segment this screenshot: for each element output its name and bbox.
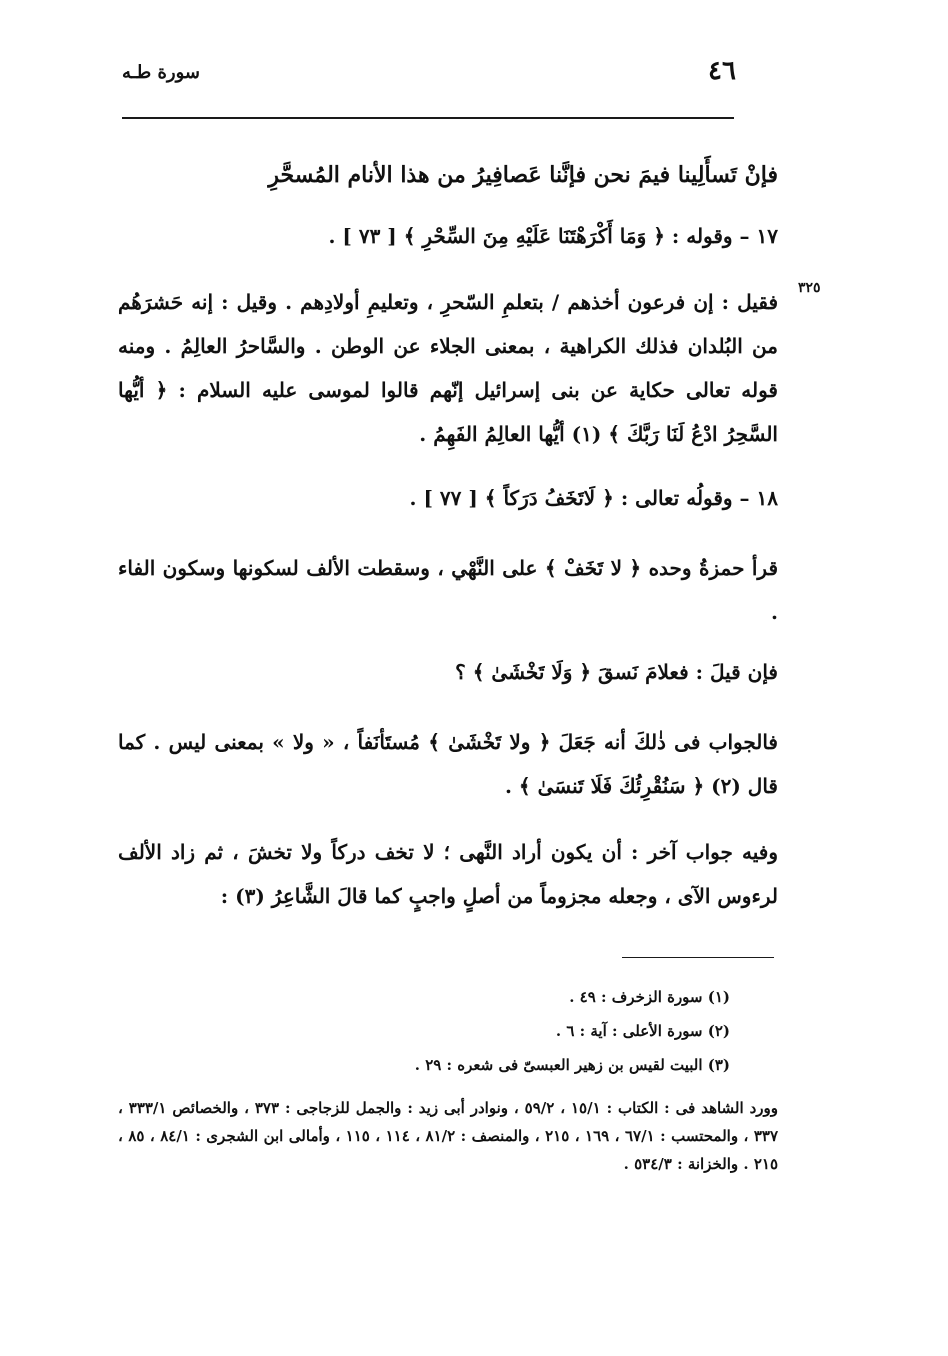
footnote-1: (١) سورة الزخرف : ٤٩ . [569, 988, 730, 1006]
header-rule [122, 117, 734, 119]
page-number: ٤٦ [708, 56, 736, 86]
paragraph-2: قرأ حمزةُ وحده ﴿ لا تَخَفْ ﴾ على النَّهْي ، وسقطت الألف لسكونها وسكون الفاء . [118, 556, 778, 624]
poem-line: فإنْ تَسأَلِينا فيمَ نحن فإنَّنا عَصافِيرُ من هذا الأنام المُسحَّرِ [268, 162, 778, 188]
footnote-rule [622, 957, 774, 958]
margin-page-reference: ٣٢٥ [798, 280, 821, 296]
running-header-surah: سورة طـه [121, 62, 200, 83]
paragraph-4: وفيه جواب آخر : أن يكون أراد النَّهى ؛ لا تخف دركاً ولا تخشَ ، ثم زاد الألف لرءوس الآى ، وجعله مجزوماً من أصلٍ واجبٍ كما قالَ الشَّاعِرُ (٣) : [118, 840, 778, 908]
footnote-3: (٣) البيت لقيس بن زهير العبسىّ فى شعره : ٢٩ . [414, 1056, 730, 1074]
verse-17-heading: ١٧ – وقوله : ﴿ وَمَا أَكْرَهْتَنَا عَلَيْهِ مِنَ السِّحْرِ ﴾ [ ٧٣ ] . [328, 224, 778, 248]
paragraph-1: فقيل : إن فرعون أخذهم / بتعلمِ السّحرِ ، وتعليمِ أولادِهم . وقيل : إنه حَشرَهُم من البُلدان فذلك الكراهية ، بمعنى الجلاء عن الوطن . والسَّاحرُ العالِمُ . ومنه قوله تعالى حكاية عن بنى إسرائيل إنّهم قالوا لموسى عليه السلام : ﴿ أيُّها السَّحِرُ ادْعُ لَنَا رَبَّكَ ﴾ (١) أيُّها العالِمُ الفَهِمُ . [118, 290, 778, 446]
footnote-2: (٢) سورة الأعلى : آية : ٦ . [555, 1022, 730, 1040]
footnote-3-detail: وورد الشاهد فى : الكتاب : ١٥/١ ، ٥٩/٢ ، ونوادر أبى زيد : والجمل للزجاجى : ٣٧٣ ، والخصائص ٣٣٣/١ ، ٣٣٧ ، والمحتسب : ٦٧/١ ، ١٦٩ ، ٢١٥ ، والمنصف : ٨١/٢ ، ١١٤ ، ١١٥ ، وأمالى ابن الشجرى : ٨٤/١ ، ٨٥ ، ٢١٥ . والخزانة : ٥٣٤/٣ . [118, 1099, 778, 1173]
paragraph-3: فالجواب فى ذٰلكَ أنه جَعَلَ ﴿ ولا تَخْشَىٰ ﴾ مُستَأنَفاً ، « ولا » بمعنى ليس . كما قال (٢) ﴿ سَنُقْرِئُكَ فَلَا تَنسَىٰ ﴾ . [118, 730, 778, 798]
verse-18-heading: ١٨ – وقولُه تعالى : ﴿ لَاتَخَفُ دَرَكاً ﴾ [ ٧٧ ] . [409, 486, 778, 510]
question-line: فإن قيلَ : فعلامَ نَسقَ ﴿ وَلَا تَخْشَىٰ ﴾ ؟ [455, 660, 778, 684]
